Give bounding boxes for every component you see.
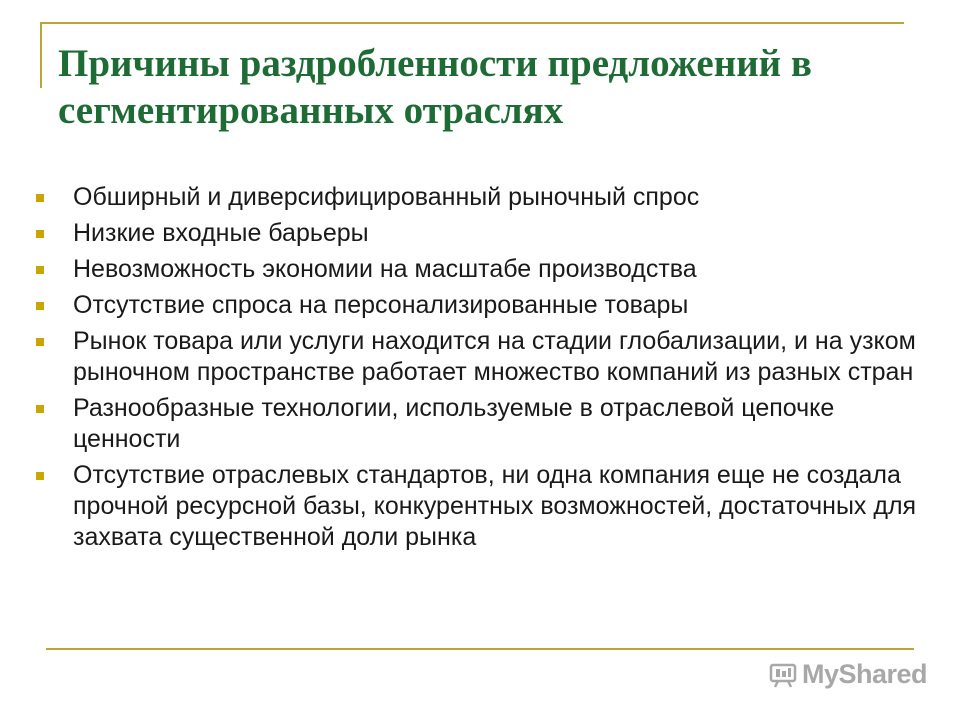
bullet-text: Обширный и диверсифицированный рыночный спрос bbox=[73, 183, 700, 211]
bullet-item bbox=[36, 254, 936, 285]
bullet-text: Отсутствие спроса на персонализированные товары bbox=[73, 291, 689, 319]
myshared-logo-icon bbox=[768, 659, 798, 689]
square-bullet-icon bbox=[36, 302, 44, 310]
square-bullet-icon bbox=[36, 472, 44, 480]
watermark bbox=[768, 656, 927, 692]
bullet-item bbox=[36, 460, 936, 553]
bullet-item bbox=[36, 182, 936, 213]
square-bullet-icon bbox=[36, 338, 44, 346]
square-bullet-icon bbox=[36, 194, 44, 202]
square-bullet-icon bbox=[36, 230, 44, 238]
bullet-item bbox=[36, 218, 936, 249]
bottom-rule bbox=[46, 648, 914, 650]
bullet-text: Низкие входные барьеры bbox=[73, 219, 369, 247]
watermark-text: MyShared bbox=[802, 658, 928, 689]
bullet-item bbox=[36, 393, 936, 455]
square-bullet-icon bbox=[36, 266, 44, 274]
bullet-text: Рынок товара или услуги находится на стадии глобализации, и на узком рыночном пространстве работает множество компаний из разных стран bbox=[73, 327, 916, 386]
bullet-text: Отсутствие отраслевых стандартов, ни одна компания еще не создала прочной ресурсной базы, конкурентных возможностей, достаточных для захвата существенной доли рынка bbox=[73, 461, 917, 551]
bullet-text: Разнообразные технологии, используемые в отраслевой цепочке ценности bbox=[73, 394, 835, 453]
left-rule bbox=[40, 22, 42, 88]
bullet-item bbox=[36, 326, 936, 388]
bullet-text: Невозможность экономии на масштабе производства bbox=[73, 255, 697, 283]
slide-title: Причины раздробленности предложений в сегментированных отраслях bbox=[58, 42, 812, 132]
top-rule bbox=[40, 22, 904, 24]
bullet-list bbox=[36, 182, 936, 558]
bullet-item bbox=[36, 290, 936, 321]
square-bullet-icon bbox=[36, 405, 44, 413]
